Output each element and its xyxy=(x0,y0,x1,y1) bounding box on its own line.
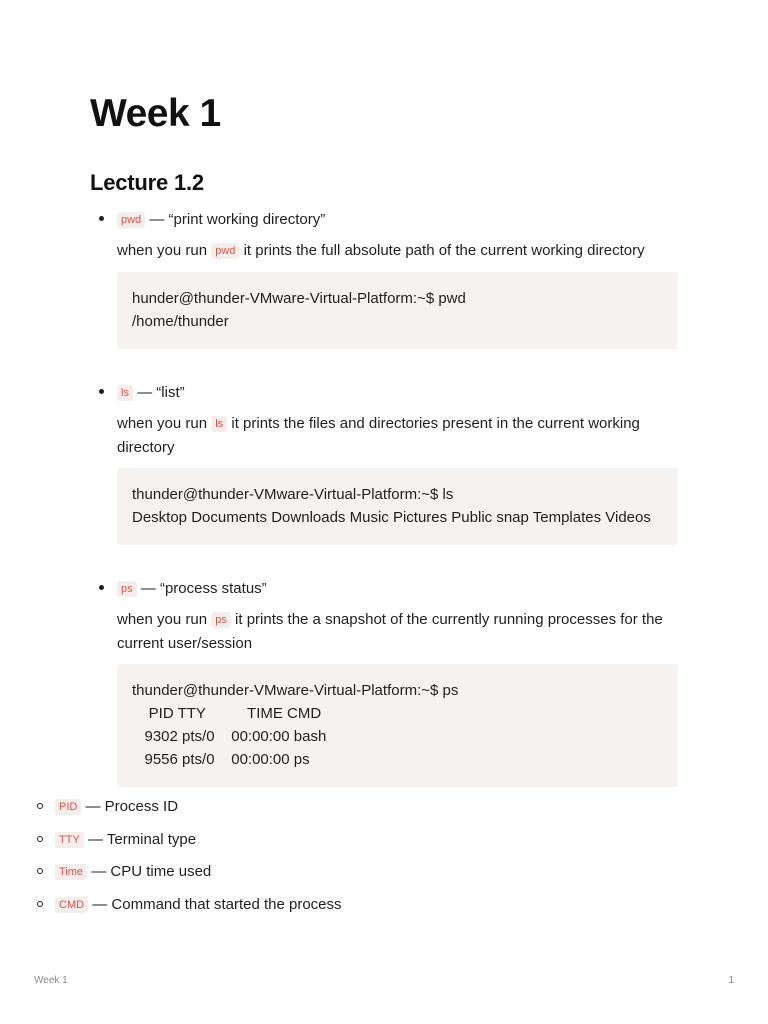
inline-code: ls xyxy=(211,416,227,432)
circle-bullet-icon xyxy=(37,901,43,907)
command-description xyxy=(117,608,678,655)
bullet-icon xyxy=(99,216,104,221)
command-heading xyxy=(117,577,678,601)
sublist-item-time xyxy=(55,860,575,884)
sublist-item-pid xyxy=(55,795,575,819)
inline-code: TTY xyxy=(55,832,84,848)
inline-code: Time xyxy=(55,864,87,880)
field-line xyxy=(55,893,575,917)
sublist-item-cmd xyxy=(55,893,575,917)
inline-code: ps xyxy=(117,581,137,597)
field-line xyxy=(55,795,575,819)
command-heading xyxy=(117,208,678,232)
command-description xyxy=(117,239,678,263)
command-heading xyxy=(117,381,678,405)
circle-bullet-icon xyxy=(37,868,43,874)
code-line: thunder@thunder-VMware-Virtual-Platform:~$ ls xyxy=(132,486,454,503)
code-line: Desktop Documents Downloads Music Pictures Public snap Templates Videos xyxy=(132,509,651,526)
inline-code: PID xyxy=(55,799,81,815)
description-text: when you run xyxy=(117,611,212,628)
field-description: — Terminal type xyxy=(83,831,197,848)
command-meaning: — “print working directory” xyxy=(145,211,326,228)
bullet-icon xyxy=(99,585,104,590)
field-description: — Command that started the process xyxy=(88,896,342,913)
code-block xyxy=(117,468,678,545)
command-meaning: — “process status” xyxy=(136,580,267,597)
list-item-pwd xyxy=(117,208,678,349)
inline-code: CMD xyxy=(55,897,88,913)
description-text: when you run xyxy=(117,415,212,432)
inline-code: ps xyxy=(211,612,231,628)
sublist-item-tty xyxy=(55,828,575,852)
description-text: it prints the full absolute path of the current working directory xyxy=(239,242,645,259)
description-text: when you run xyxy=(117,242,212,259)
page-number: 1 xyxy=(728,975,734,986)
bullet-icon xyxy=(99,389,104,394)
field-line xyxy=(55,860,575,884)
code-block: hunder@thunder-VMware-Virtual-Platform:~$ pwd /home/thunder xyxy=(117,272,678,349)
field-line xyxy=(55,828,575,852)
command-description xyxy=(117,412,678,459)
code-block: thunder@thunder-VMware-Virtual-Platform:~$ ps PID TTY TIME CMD 9302 pts/0 00:00:00 bash 9556 pts/0 00:00:00 ps xyxy=(117,664,678,787)
inline-code: pwd xyxy=(117,212,145,228)
field-description: — CPU time used xyxy=(87,863,212,880)
command-meaning: — “list” xyxy=(132,384,185,401)
description-text: it prints the files and directories present in the current working directory xyxy=(117,415,640,456)
list-item-ls xyxy=(117,381,678,545)
section-heading: Lecture 1.2 xyxy=(90,170,204,195)
inline-code: ls xyxy=(117,385,133,401)
page-title: Week 1 xyxy=(90,92,221,135)
description-text: it prints the a snapshot of the currently running processes for the current user/session xyxy=(117,611,663,652)
field-description: — Process ID xyxy=(81,798,179,815)
footer-title: Week 1 xyxy=(34,975,68,986)
inline-code: pwd xyxy=(211,243,239,259)
list-item-ps xyxy=(117,577,678,787)
circle-bullet-icon xyxy=(37,836,43,842)
circle-bullet-icon xyxy=(37,803,43,809)
